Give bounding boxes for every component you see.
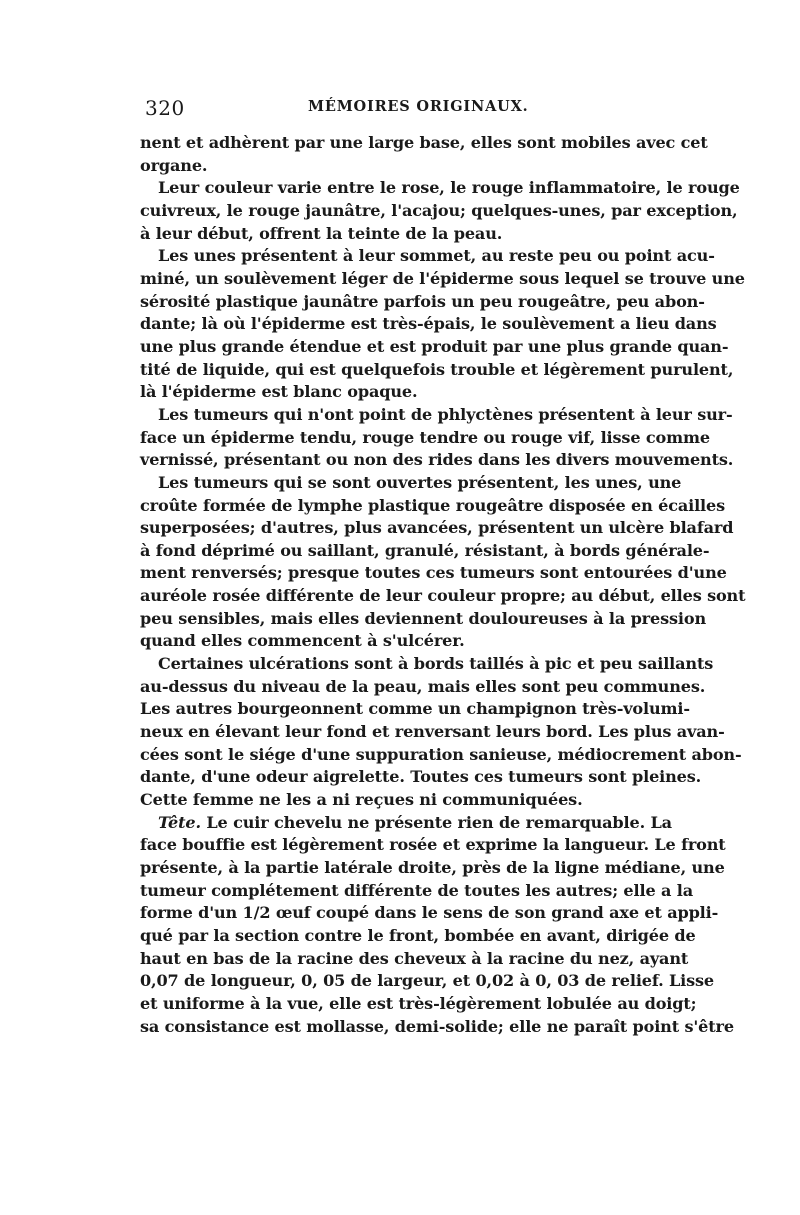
text-line: à leur début, offrent la teinte de la peau. [140,223,503,243]
paragraph [140,245,745,404]
text-line: face un épiderme tendu, rouge tendre ou rouge vif, lisse comme [140,427,710,447]
text-line: 0,07 de longueur, 0, 05 de largeur, et 0,02 à 0, 03 de relief. Lisse [140,971,715,991]
text-line: organe. [140,155,208,175]
text-line: haut en bas de la racine des cheveux à la racine du nez, ayant [140,948,689,968]
text-line: cées sont le siége d'une suppuration sanieuse, médiocrement abon- [140,744,742,764]
text-line: là l'épiderme est blanc opaque. [140,382,418,402]
text-line: cuivreux, le rouge jaunâtre, l'acajou; quelques-unes, par exception, [140,200,738,220]
running-head [140,96,660,126]
text-line: tité de liquide, qui est quelquefois trouble et légèrement purulent, [140,359,734,379]
text-line: Cette femme ne les a ni reçues ni communiquées. [140,790,583,810]
text-line: ment renversés; presque toutes ces tumeurs sont entourées d'une [140,563,727,583]
paragraph [140,404,734,472]
text-line: qué par la section contre le front, bombée en avant, dirigée de [140,925,696,945]
paragraph [140,472,746,653]
text-line: auréole rosée différente de leur couleur propre; au début, elles sont [140,586,746,606]
paragraph [140,653,742,812]
text-line: Les tumeurs qui se sont ouvertes présentent, les unes, une [158,472,682,492]
paragraph [140,177,740,245]
text-line: Les autres bourgeonnent comme un champignon très-volumi- [140,699,690,719]
text-line: vernissé, présentant ou non des rides dans les divers mouvements. [140,450,734,470]
text-line: Leur couleur varie entre le rose, le rouge inflammatoire, le rouge [158,178,740,198]
text-line: neux en élevant leur fond et renversant leurs bord. Les plus avan- [140,722,725,742]
text-line: Les tumeurs qui n'ont point de phlyctènes présentent à leur sur- [158,404,733,424]
text-line: dante; là où l'épiderme est très-épais, le soulèvement a lieu dans [140,314,717,334]
paragraph [140,132,708,177]
text-line: une plus grande étendue et est produit par une plus grande quan- [140,336,729,356]
text-line: Certaines ulcérations sont à bords taillés à pic et peu saillants [158,654,714,674]
text-line: Les unes présentent à leur sommet, au reste peu ou point acu- [158,246,715,266]
page-number: 320 [145,96,185,120]
text-fragment: Le cuir chevelu ne présente rien de remarquable. La [200,812,672,832]
text-line: tumeur complétement différente de toutes les autres; elle a la [140,880,693,900]
text-line: sérosité plastique jaunâtre parfois un peu rougeâtre, peu abon- [140,291,705,311]
text-line: forme d'un 1/2 œuf coupé dans le sens de son grand axe et appli- [140,903,719,923]
text-line: miné, un soulèvement léger de l'épiderme sous lequel se trouve une [140,268,745,288]
body-text [140,132,746,1038]
text-line: quand elles commencent à s'ulcérer. [140,631,465,651]
paragraph [140,812,734,1039]
section-lead: Tête. [158,812,201,832]
text-line: sa consistance est mollasse, demi-solide; elle ne paraît point s'être [140,1016,734,1036]
text-line: et uniforme à la vue, elle est très-légèrement lobulée au doigt; [140,993,697,1013]
text-line: peu sensibles, mais elles deviennent douloureuses à la pression [140,608,707,628]
text-line: dante, d'une odeur aigrelette. Toutes ces tumeurs sont pleines. [140,767,702,787]
page [140,96,746,1038]
text-line: présente, à la partie latérale droite, près de la ligne médiane, une [140,858,725,877]
text-line [140,812,672,835]
text-line: superposées; d'autres, plus avancées, présentent un ulcère blafard [140,518,734,538]
text-line: croûte formée de lymphe plastique rougeâtre disposée en écailles [140,495,726,515]
text-line: face bouffie est légèrement rosée et exprime la langueur. Le front [140,835,726,855]
running-title: MÉMOIRES ORIGINAUX. [308,98,529,115]
text-line: nent et adhèrent par une large base, elles sont mobiles avec cet [140,133,708,152]
text-line: à fond déprimé ou saillant, granulé, résistant, à bords générale- [140,540,710,560]
text-line: au-dessus du niveau de la peau, mais elles sont peu communes. [140,676,706,696]
